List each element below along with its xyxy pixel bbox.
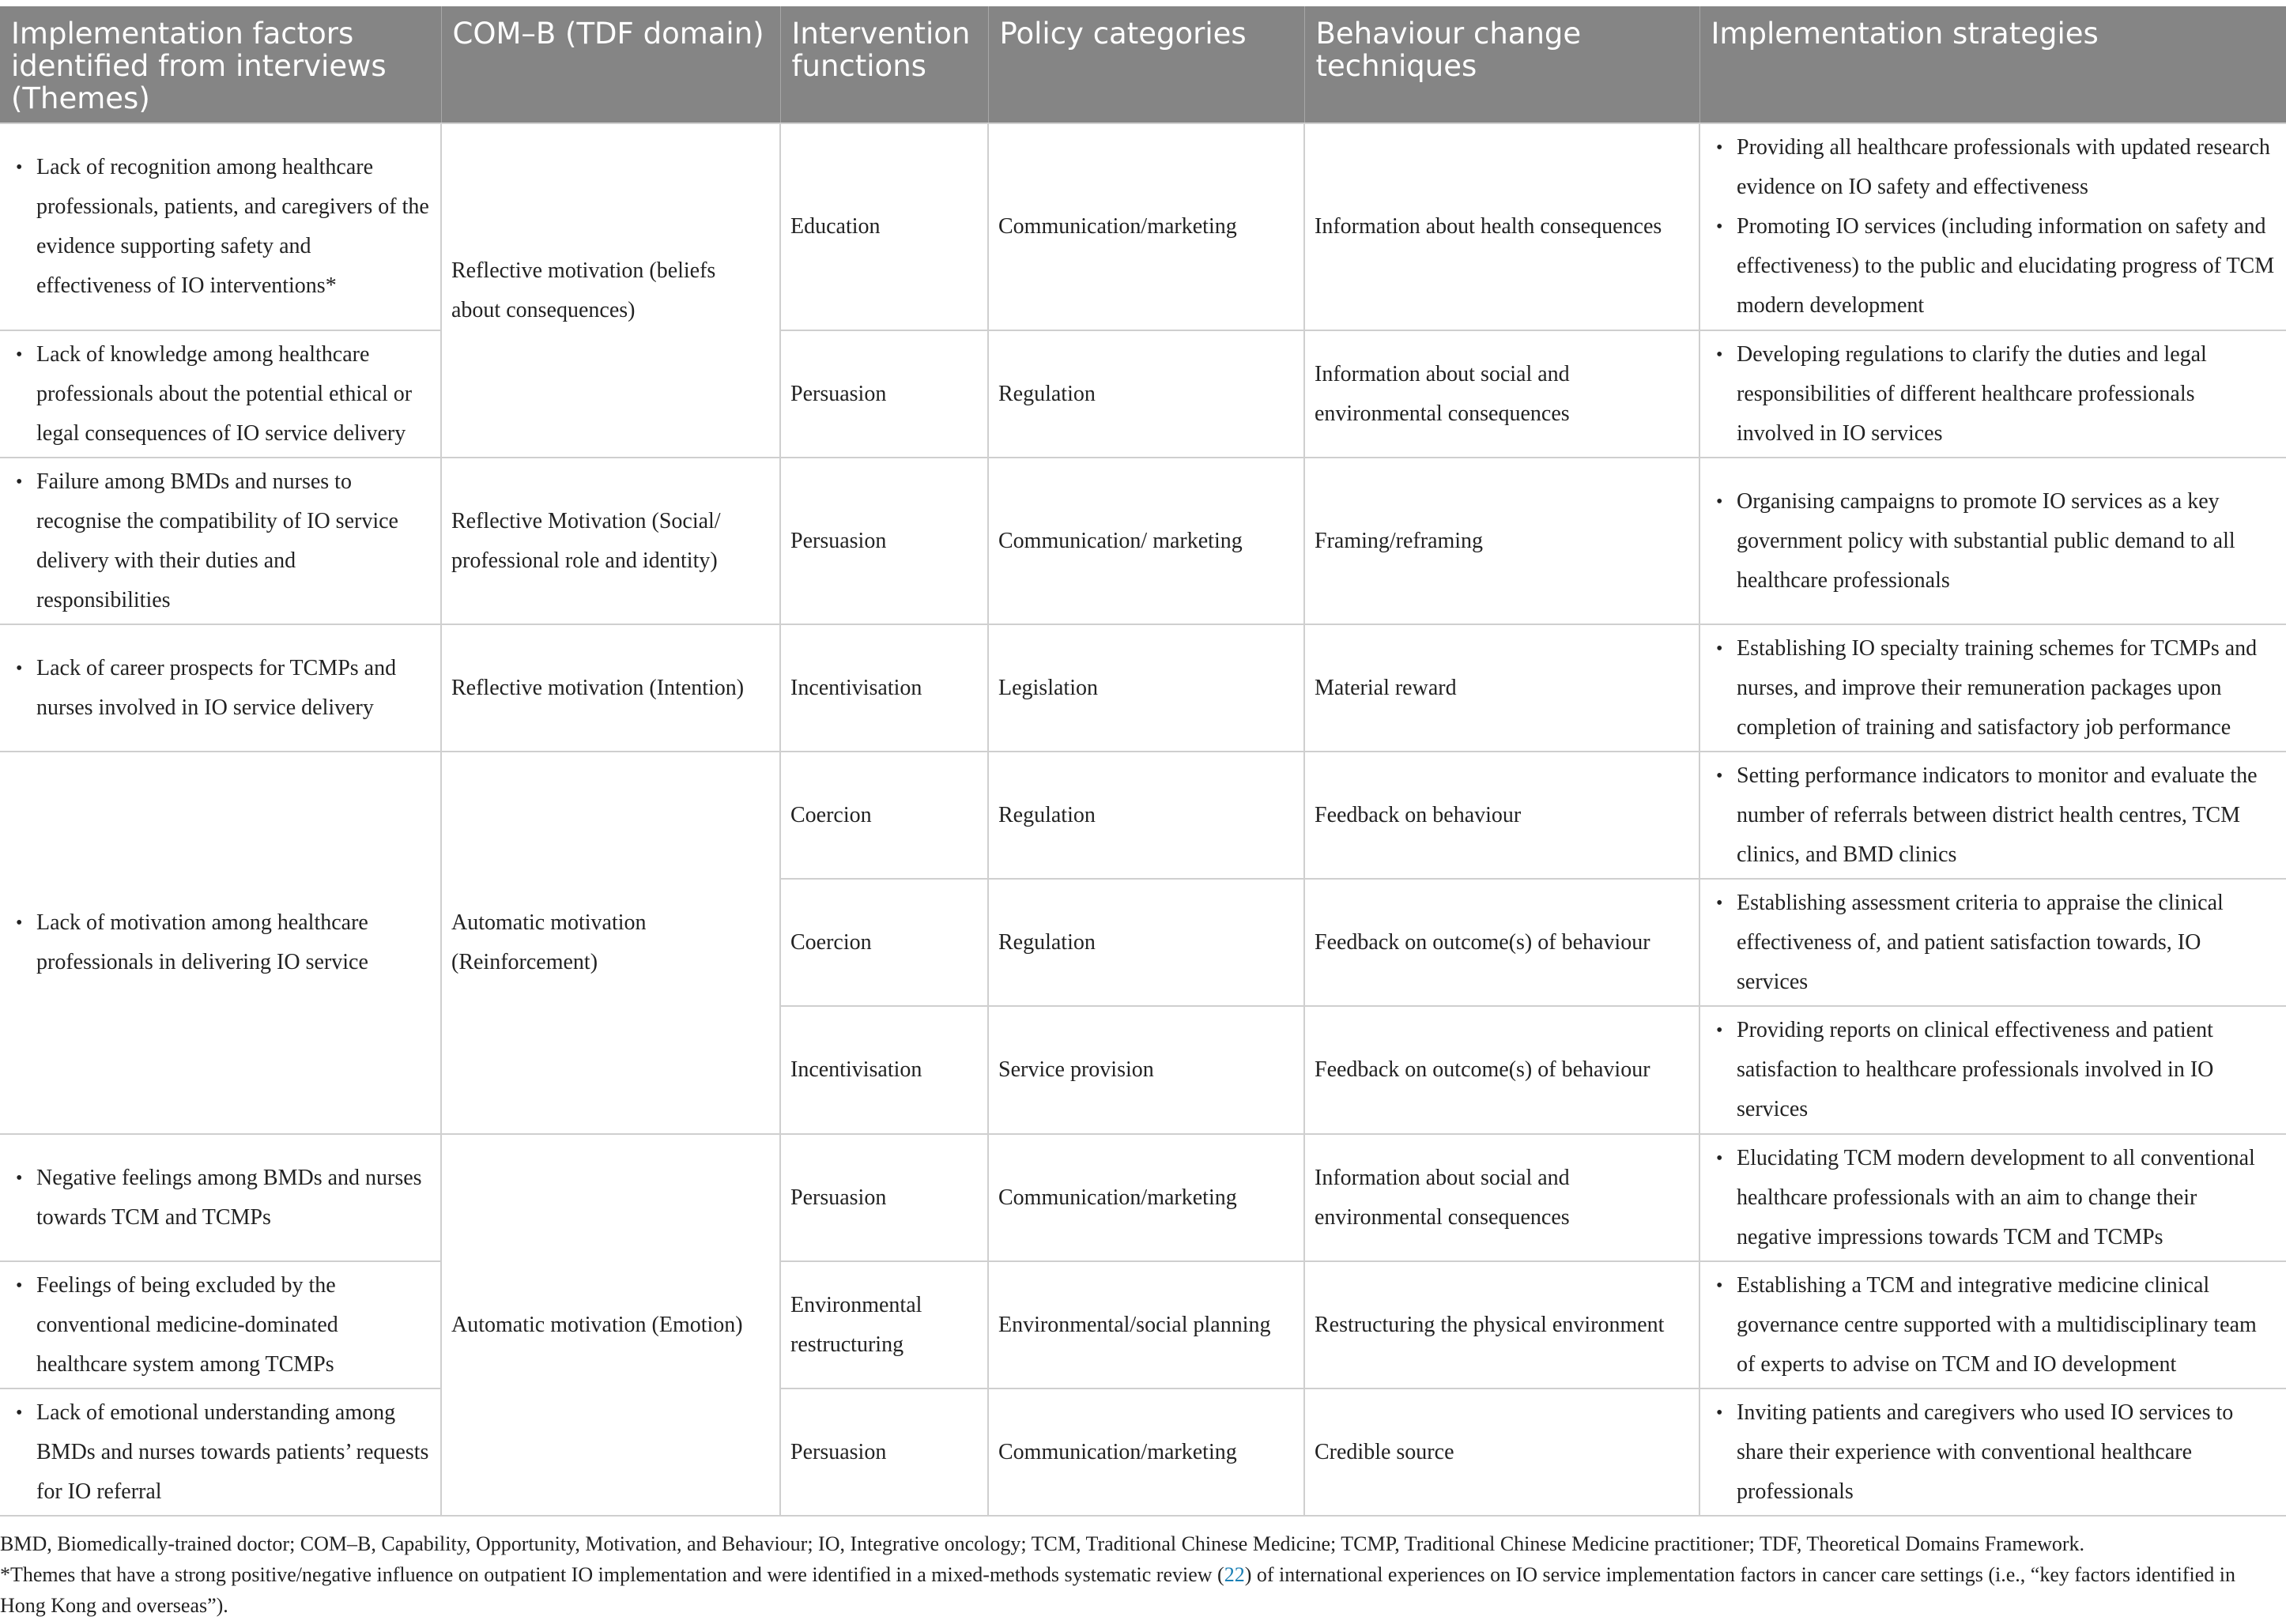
function-cell: Coercion [780, 879, 988, 1006]
strategies-cell [1699, 1006, 2286, 1134]
technique-cell: Information about social and environmental consequences [1304, 1134, 1699, 1261]
policy-cell: Regulation [988, 330, 1304, 458]
strategy-item: • Elucidating TCM modern development to all conventional healthcare professionals with an aim to change their negative impressions towards TCM and TCMPs [1737, 1139, 2277, 1257]
theme-cell [0, 1389, 441, 1516]
technique-cell: Credible source [1304, 1389, 1699, 1516]
theme-cell [0, 1261, 441, 1389]
function-cell: Persuasion [780, 330, 988, 458]
strategy-item: • Establishing a TCM and integrative medicine clinical governance centre supported with a multidisciplinary team of experts to advise on TCM and IO development [1737, 1266, 2277, 1385]
strategies-cell [1699, 752, 2286, 879]
policy-cell: Service provision [988, 1006, 1304, 1134]
technique-cell: Material reward [1304, 624, 1699, 752]
theme-cell [0, 123, 441, 330]
theme-cell [0, 330, 441, 458]
comb-cell: Automatic motivation (Reinforcement) [441, 752, 780, 1134]
strategies-cell [1699, 1261, 2286, 1389]
strategies-cell [1699, 1389, 2286, 1516]
comb-cell: Reflective motivation (beliefs about consequences) [441, 123, 780, 458]
header-strategies: Implementation strategies [1699, 6, 2286, 123]
technique-cell: Information about health consequences [1304, 123, 1699, 330]
strategies-cell [1699, 1134, 2286, 1261]
strategy-item: • Promoting IO services (including information on safety and effectiveness) to the public and elucidating progress of TCM modern development [1737, 207, 2277, 326]
table-row [0, 1134, 2286, 1261]
technique-cell: Information about social and environmental consequences [1304, 330, 1699, 458]
header-techniques: Behaviour change techniques [1304, 6, 1699, 123]
asterisk-note [0, 1559, 2277, 1621]
table-row [0, 752, 2286, 879]
strategy-item: • Developing regulations to clarify the duties and legal responsibilities of different healthcare professionals involved in IO services [1737, 335, 2277, 454]
theme-cell [0, 1134, 441, 1261]
function-cell: Persuasion [780, 458, 988, 624]
policy-cell: Communication/ marketing [988, 458, 1304, 624]
asterisk-note-text-end: ) of international experiences on IO service implementation factors in cancer care settings (i.e., “key factors identified in Hong Kong and overseas”). [0, 1563, 2235, 1617]
theme-text: • Feelings of being excluded by the conventional medicine-dominated healthcare system among TCMPs [36, 1266, 431, 1385]
asterisk-note-text: *Themes that have a strong positive/negative influence on outpatient IO implementation and were identified in a mixed-methods systematic review ( [0, 1563, 1224, 1586]
function-cell: Incentivisation [780, 1006, 988, 1134]
table-row [0, 123, 2286, 330]
function-cell: Education [780, 123, 988, 330]
function-cell: Environmental restructuring [780, 1261, 988, 1389]
implementation-table [0, 6, 2286, 1517]
function-cell: Persuasion [780, 1134, 988, 1261]
strategy-item: • Establishing IO specialty training schemes for TCMPs and nurses, and improve their remuneration packages upon completion of training and satisfactory job performance [1737, 629, 2277, 748]
policy-cell: Regulation [988, 879, 1304, 1006]
theme-text: • Failure among BMDs and nurses to recognise the compatibility of IO service delivery with their duties and responsibilities [36, 462, 431, 620]
comb-cell: Automatic motivation (Emotion) [441, 1134, 780, 1516]
theme-cell [0, 752, 441, 1134]
function-cell: Persuasion [780, 1389, 988, 1516]
comb-cell: Reflective motivation (Intention) [441, 624, 780, 752]
strategies-cell [1699, 879, 2286, 1006]
table-row [0, 330, 2286, 458]
strategies-cell [1699, 624, 2286, 752]
theme-cell [0, 624, 441, 752]
abbreviations-note: BMD, Biomedically-trained doctor; COM–B, Capability, Opportunity, Motivation, and Behaviour; IO, Integrative oncology; TCM, Traditional Chinese Medicine; TCMP, Traditional Chinese Medicine practitioner; TDF, Theoretical Domains Framework. [0, 1532, 2085, 1555]
header-themes: Implementation factors identified from interviews (Themes) [0, 6, 441, 123]
theme-text: • Lack of career prospects for TCMPs and nurses involved in IO service delivery [36, 649, 431, 728]
technique-cell: Feedback on behaviour [1304, 752, 1699, 879]
technique-cell: Feedback on outcome(s) of behaviour [1304, 879, 1699, 1006]
theme-text: • Lack of emotional understanding among BMDs and nurses towards patients’ requests for IO referral [36, 1393, 431, 1512]
strategies-cell [1699, 330, 2286, 458]
policy-cell: Communication/marketing [988, 1134, 1304, 1261]
reference-link[interactable]: 22 [1224, 1563, 1245, 1586]
table-footnotes [0, 1528, 2277, 1621]
theme-cell [0, 458, 441, 624]
strategies-cell [1699, 458, 2286, 624]
function-cell: Coercion [780, 752, 988, 879]
table-row [0, 1389, 2286, 1516]
header-functions: Intervention functions [780, 6, 988, 123]
strategy-item: • Organising campaigns to promote IO services as a key government policy with substantial public demand to all healthcare professionals [1737, 482, 2277, 601]
comb-cell: Reflective Motivation (Social/ professional role and identity) [441, 458, 780, 624]
theme-text: • Negative feelings among BMDs and nurses towards TCM and TCMPs [36, 1159, 431, 1238]
policy-cell: Regulation [988, 752, 1304, 879]
theme-text: • Lack of motivation among healthcare professionals in delivering IO service [36, 903, 431, 982]
strategies-cell [1699, 123, 2286, 330]
table-row [0, 624, 2286, 752]
table-row [0, 458, 2286, 624]
theme-text: • Lack of recognition among healthcare professionals, patients, and caregivers of the evidence supporting safety and effectiveness of IO interventions* [36, 148, 431, 306]
technique-cell: Feedback on outcome(s) of behaviour [1304, 1006, 1699, 1134]
strategy-item: • Providing reports on clinical effectiveness and patient satisfaction to healthcare professionals involved in IO services [1737, 1011, 2277, 1129]
policy-cell: Communication/marketing [988, 123, 1304, 330]
policy-cell: Legislation [988, 624, 1304, 752]
header-comb: COM–B (TDF domain) [441, 6, 780, 123]
strategy-item: • Providing all healthcare professionals with updated research evidence on IO safety and effectiveness [1737, 128, 2277, 207]
theme-text: • Lack of knowledge among healthcare professionals about the potential ethical or legal consequences of IO service delivery [36, 335, 431, 454]
policy-cell: Environmental/social planning [988, 1261, 1304, 1389]
table-row [0, 1261, 2286, 1389]
technique-cell: Restructuring the physical environment [1304, 1261, 1699, 1389]
strategy-item: • Establishing assessment criteria to appraise the clinical effectiveness of, and patient satisfaction towards, IO services [1737, 884, 2277, 1002]
function-cell: Incentivisation [780, 624, 988, 752]
strategy-item: • Setting performance indicators to monitor and evaluate the number of referrals between district health centres, TCM clinics, and BMD clinics [1737, 756, 2277, 875]
header-row [0, 6, 2286, 123]
header-policy: Policy categories [988, 6, 1304, 123]
policy-cell: Communication/marketing [988, 1389, 1304, 1516]
technique-cell: Framing/reframing [1304, 458, 1699, 624]
strategy-item: • Inviting patients and caregivers who used IO services to share their experience with conventional healthcare professionals [1737, 1393, 2277, 1512]
